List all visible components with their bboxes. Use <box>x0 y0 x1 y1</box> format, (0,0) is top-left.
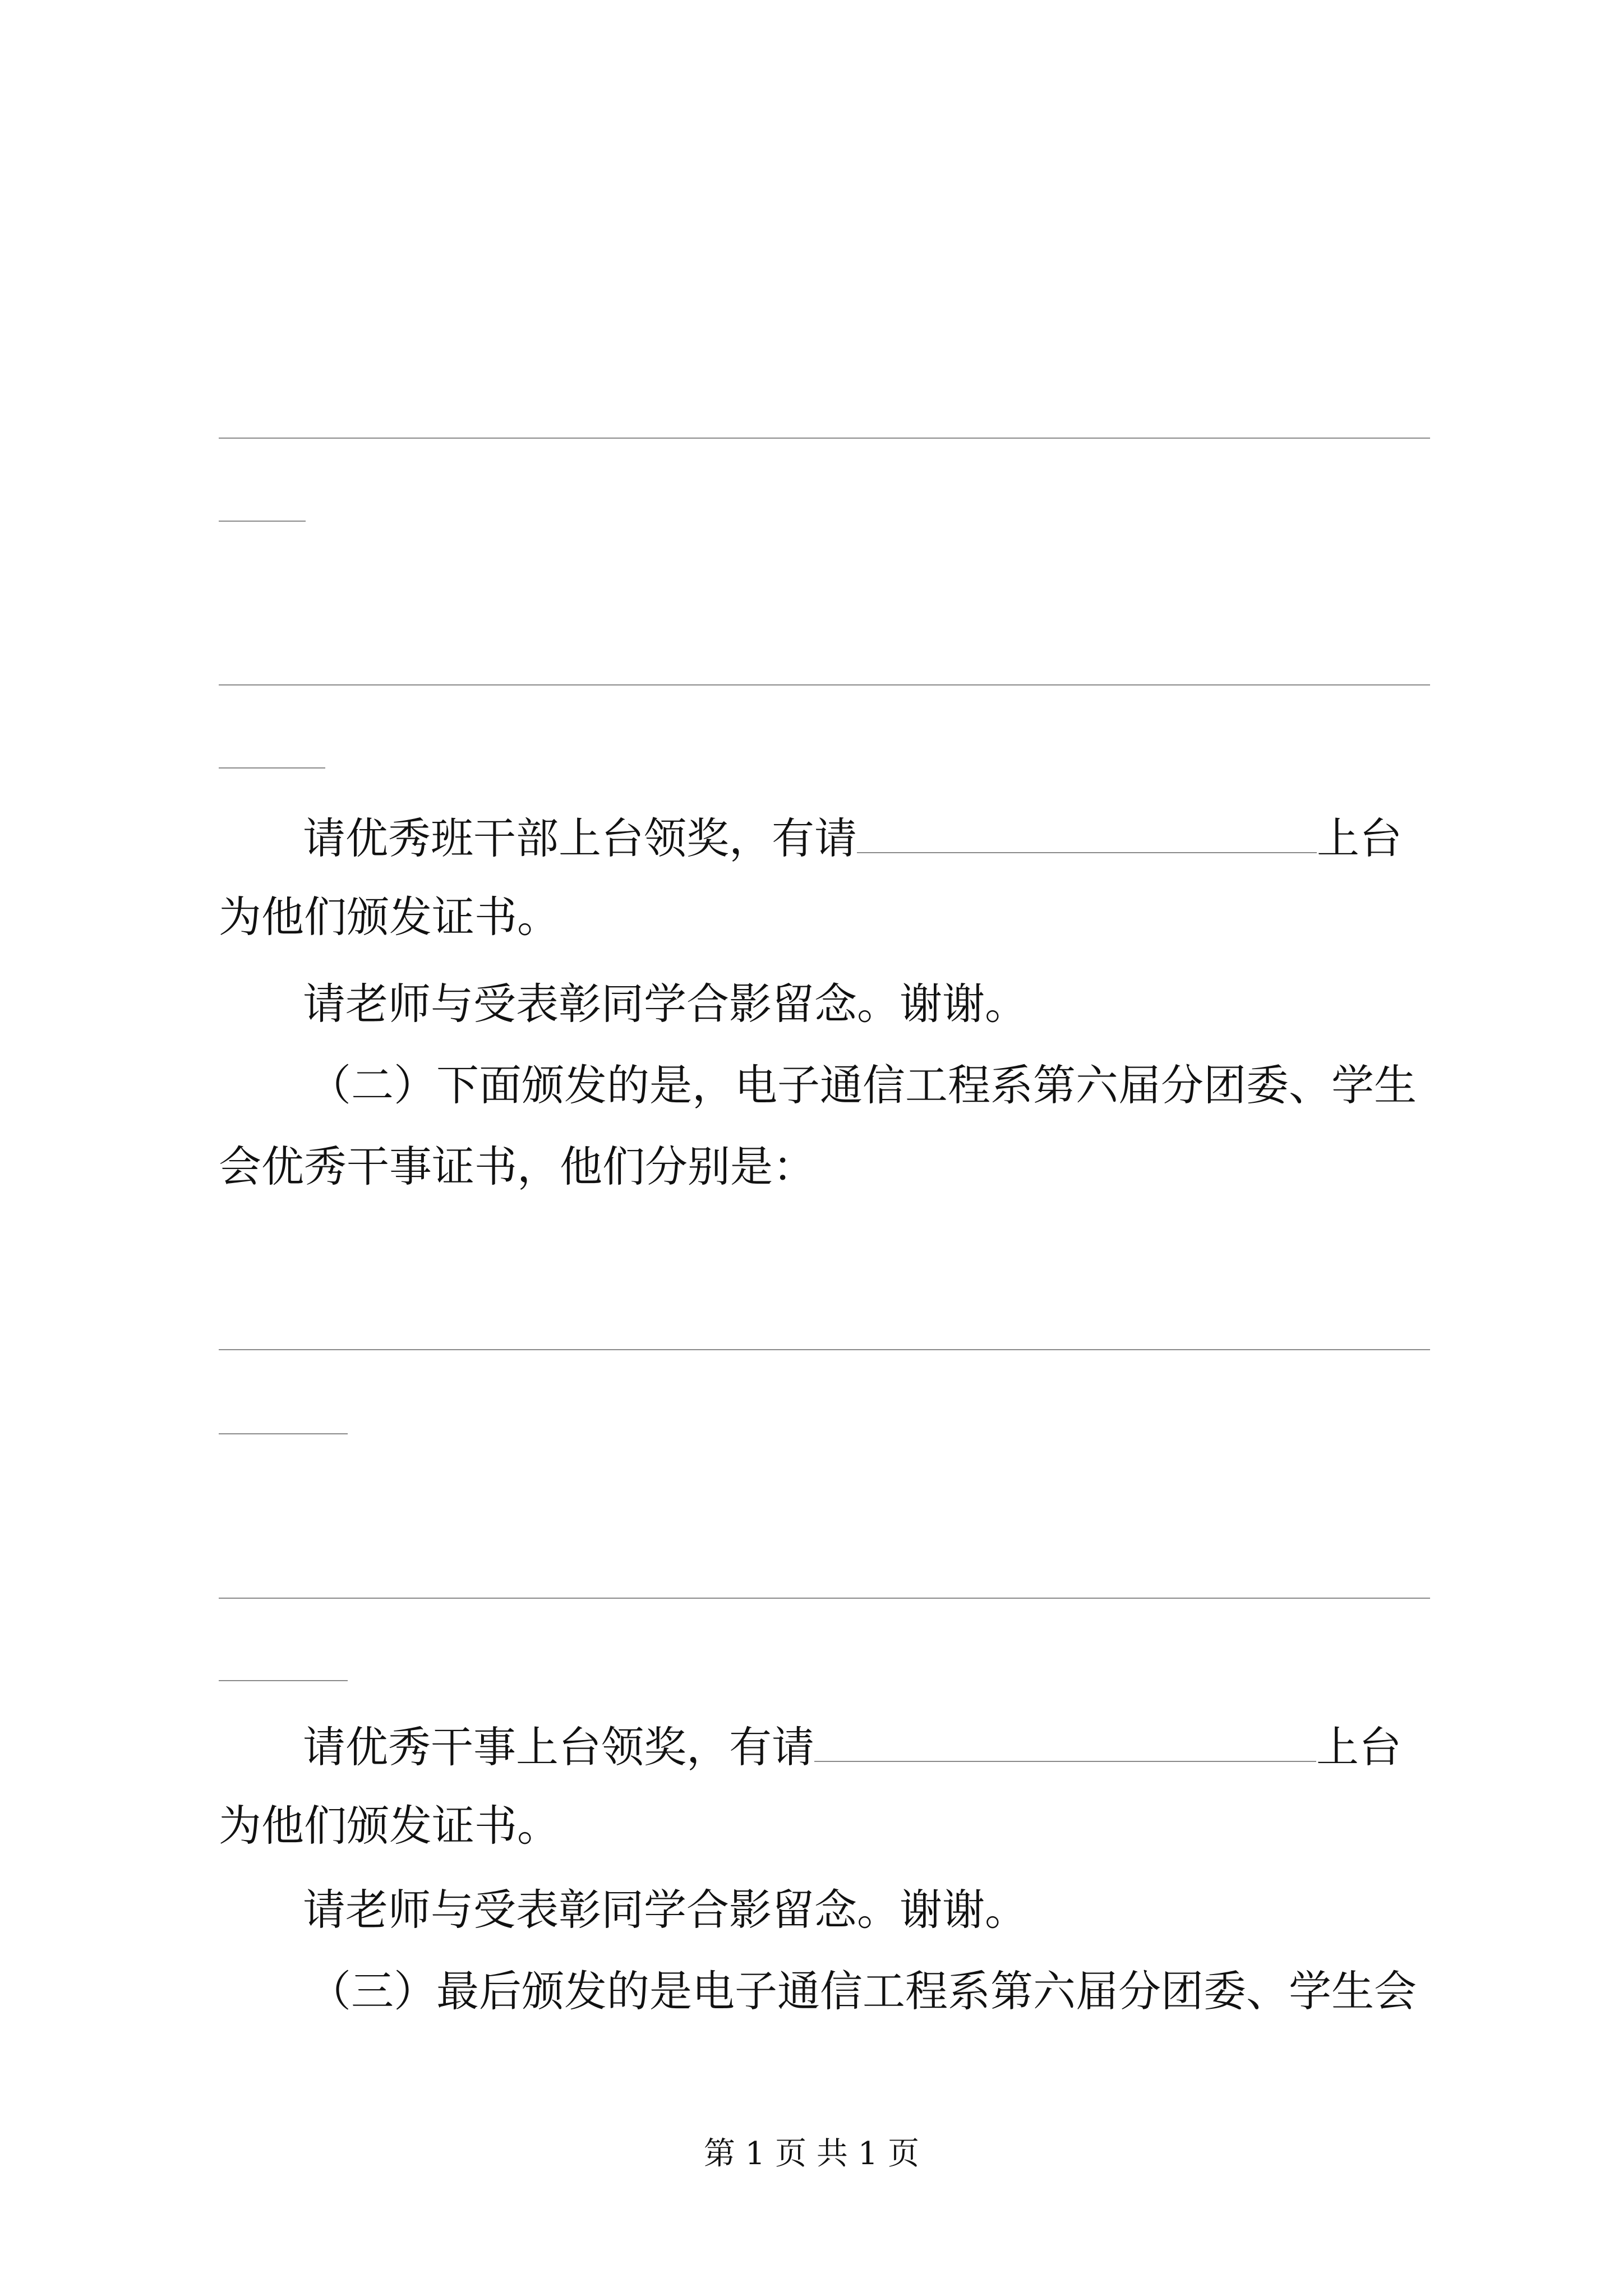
blank-line-3 <box>219 1349 1430 1350</box>
paragraph-line: 为他们颁发证书。 <box>219 1801 560 1851</box>
paragraph-line: （二）下面颁发的是，电子通信工程系第六届分团委、学生 <box>308 1060 1417 1110</box>
text-segment: 请优秀干事上台领奖，有请 <box>303 1722 814 1772</box>
paragraph-line: 为他们颁发证书。 <box>219 892 560 942</box>
blank-line-1 <box>219 438 1430 439</box>
text-segment: 请优秀班干部上台领奖，有请 <box>303 813 857 863</box>
blank-line-4-continuation <box>219 1680 348 1681</box>
paragraph-line <box>219 808 1402 869</box>
paragraph-line: （三）最后颁发的是电子通信工程系第六届分团委、学生会 <box>308 1966 1417 2016</box>
blank-line-2-continuation <box>219 767 325 769</box>
fill-in-blank <box>814 1722 1316 1762</box>
text-segment: 上台 <box>1317 813 1402 863</box>
fill-in-blank <box>857 813 1317 853</box>
text-segment: 上台 <box>1316 1722 1401 1772</box>
page-footer: 第 1 页 共 1 页 <box>703 2136 920 2172</box>
paragraph-line: 请老师与受表彰同学合影留念。谢谢。 <box>303 979 1027 1029</box>
paragraph-line: 会优秀干事证书，他们分别是： <box>219 1142 815 1191</box>
blank-line-2 <box>219 684 1430 685</box>
blank-line-4 <box>219 1598 1430 1599</box>
paragraph-line: 请老师与受表彰同学合影留念。谢谢。 <box>303 1885 1027 1935</box>
blank-line-1-continuation <box>219 521 306 522</box>
paragraph-line <box>219 1717 1401 1778</box>
blank-line-3-continuation <box>219 1433 348 1434</box>
